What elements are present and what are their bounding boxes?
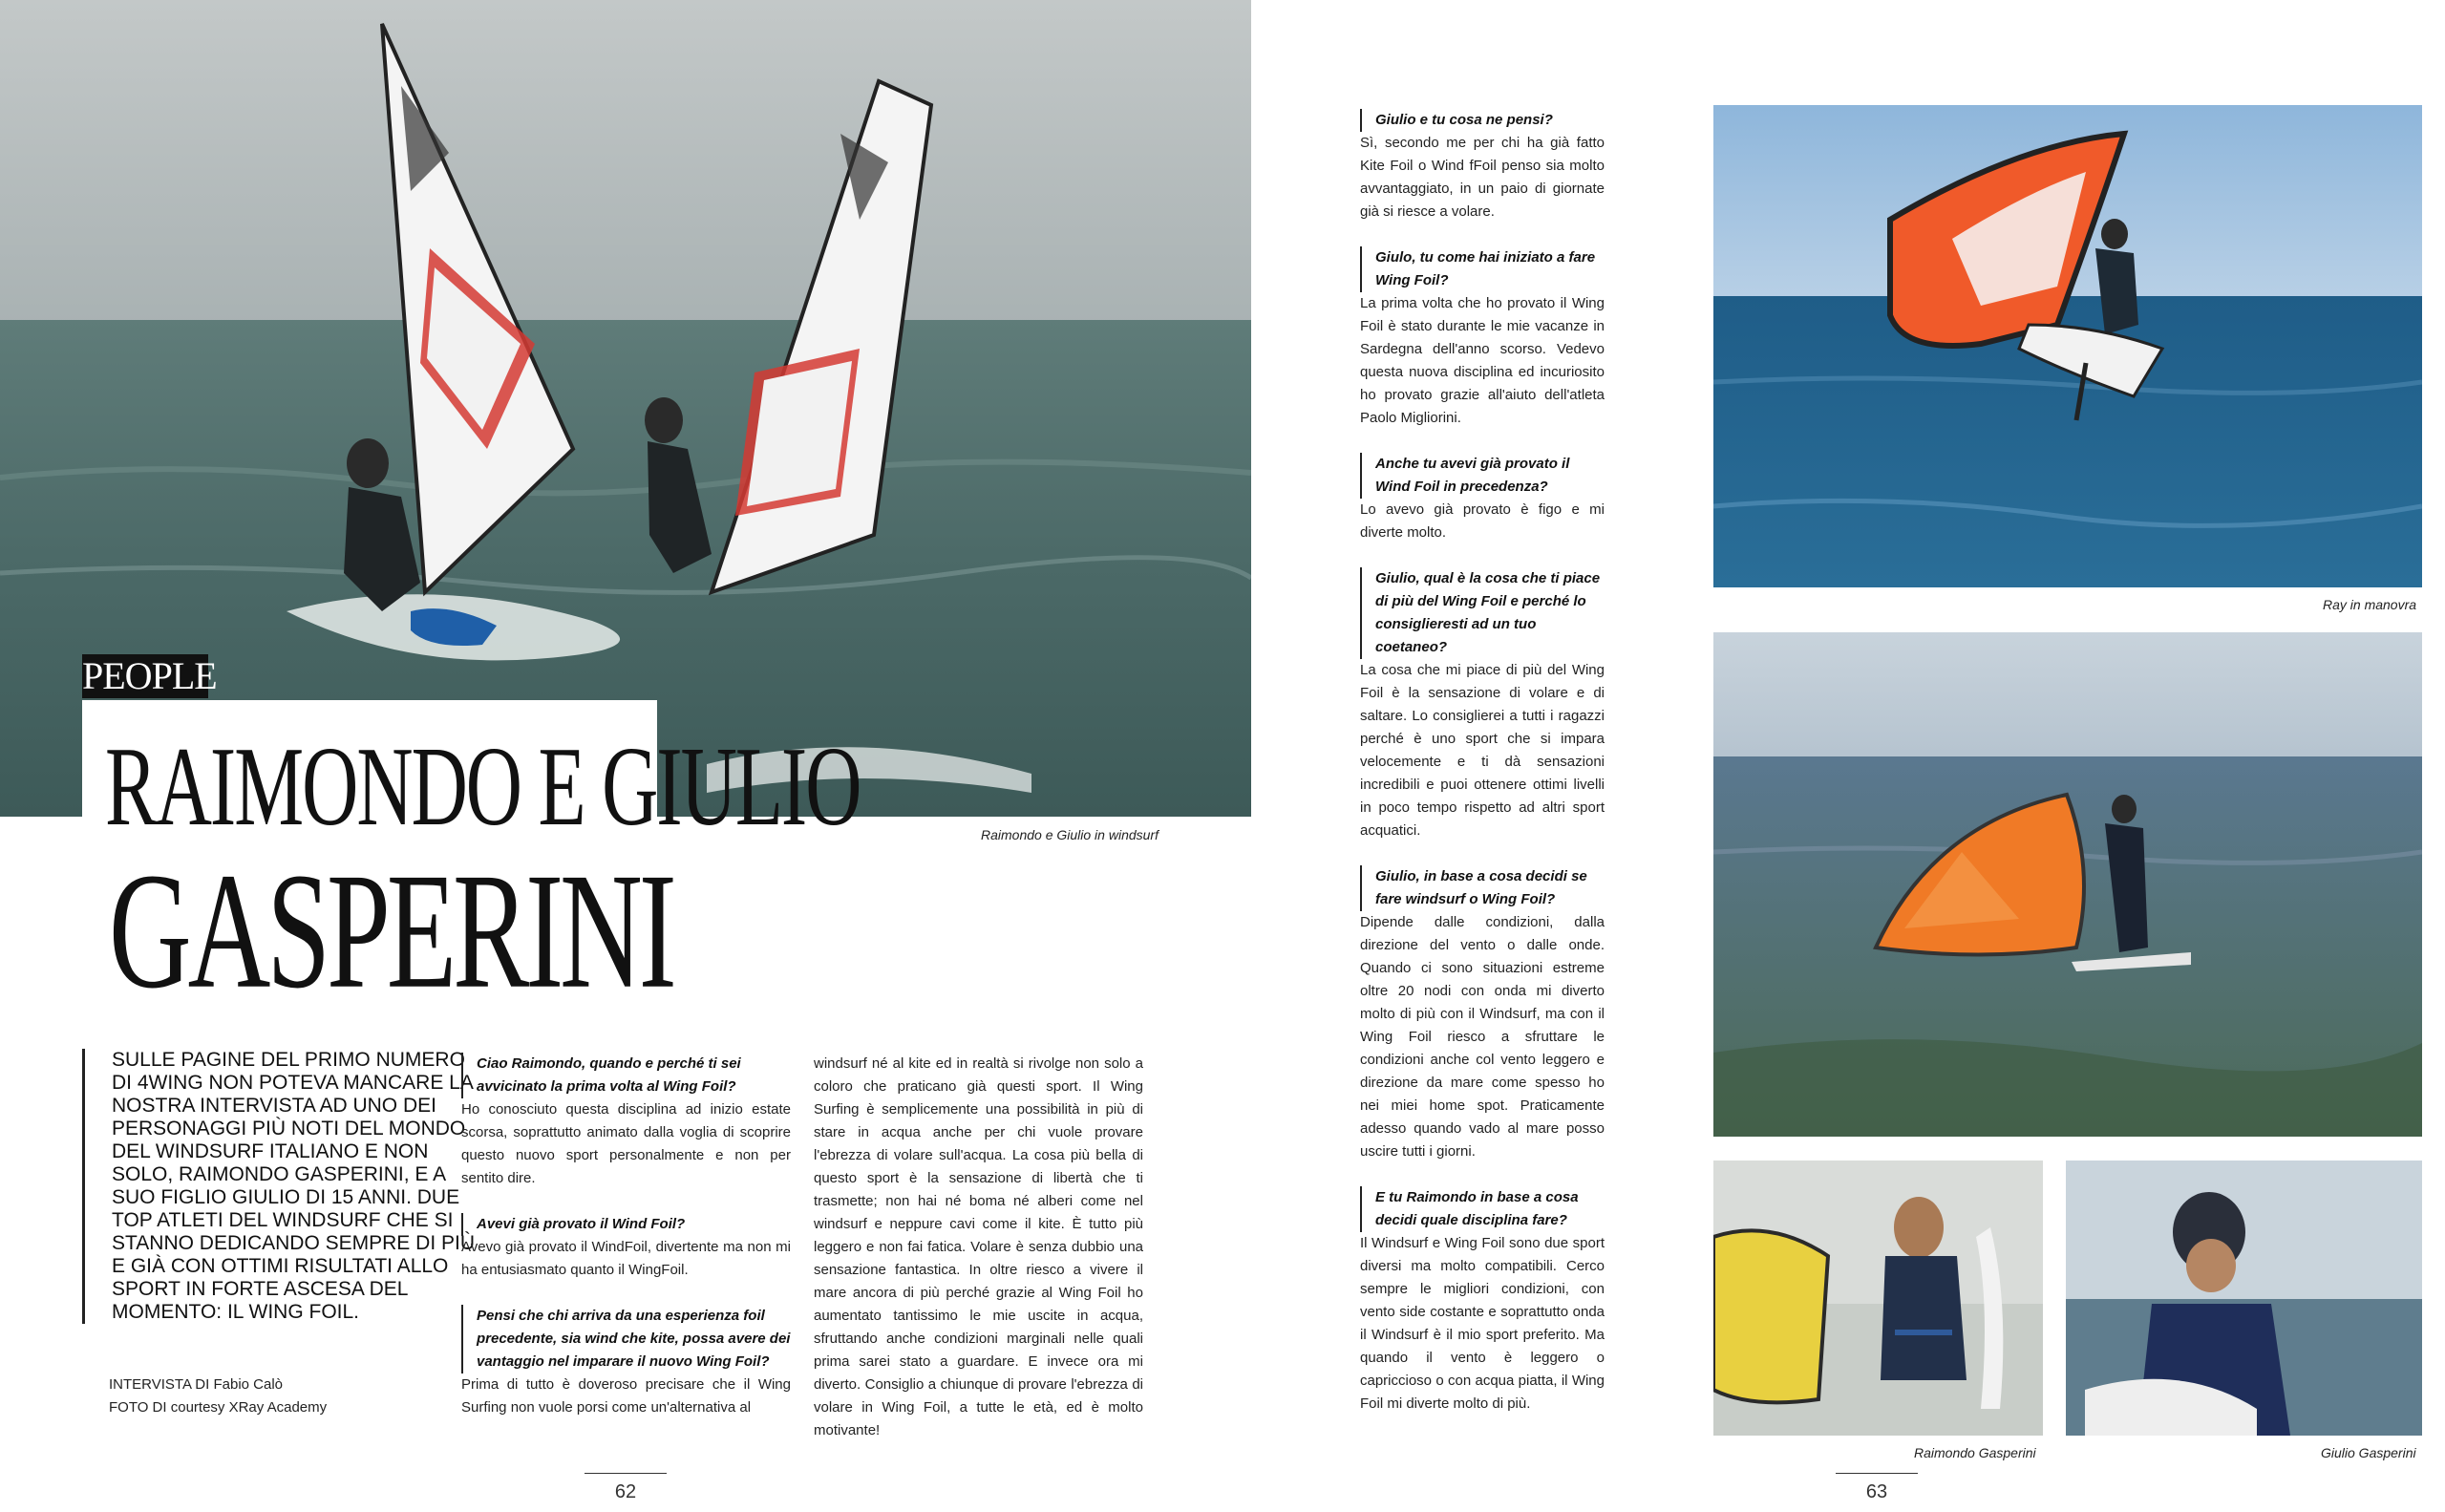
answer: Il Windsurf e Wing Foil sono due sport diversi ma molto compatibili. Cerco sempre le migliori condizioni, con vento side costante e soprattutto onda il Windsurf è il mio sport preferito. Ma quando il vento è leggero o capriccioso o con acqua piatta, il Wing Foil mi diverte molto di più. [1360, 1235, 1605, 1412]
question: E tu Raimondo in base a cosa decidi quale disciplina fare? [1360, 1186, 1605, 1232]
answer: Dipende dalle condizioni, dalla direzione del vento o dalle onde. Quando ci sono situazioni estreme oltre 20 nodi con onda mi diverto molto di più con il Windsurf, ma con il Wing Foil riesco a sfruttare le condizioni anche col vento leggero e direzione da mare come spesso ho nei miei home spot. Praticamente adesso quando vado al mare posso uscire tutti i giorni. [1360, 914, 1605, 1160]
page-number-left [585, 1473, 667, 1503]
question: Giulio, qual è la cosa che ti piace di più del Wing Foil e perché lo consiglieresti ad un tuo coetaneo? [1360, 567, 1605, 659]
answer: Avevo già provato il WindFoil, divertente ma non mi ha entusiasmato quanto il WingFoil. [461, 1239, 791, 1278]
wing-foil-ride-photo [1713, 632, 2422, 1137]
section-label: PEOPLE [82, 654, 217, 697]
credit-photo: FOTO DI courtesy XRay Academy [109, 1399, 328, 1416]
question: Avevi già provato il Wind Foil? [461, 1213, 791, 1236]
question: Giulio e tu cosa ne pensi? [1360, 109, 1605, 132]
question: Pensi che chi arriva da una esperienza foil precedente, sia wind che kite, possa avere dei vantaggio nel imparare il nuovo Wing Foil? [461, 1305, 791, 1374]
answer: Ho conosciuto questa disciplina ad inizio estate scorsa, soprattutto animato dalla voglia di scoprire questo nuovo sport personalmente e non per sentito dire. [461, 1101, 791, 1186]
article-title-line2: GASPERINI [109, 838, 673, 1023]
answer: La prima volta che ho provato il Wing Foil è stato durante le mie vacanze in Sardegna dell'anno scorso. Vedevo questa nuova disciplina ed incuriosito ho provato grazie all'aiuto dell'atleta Paolo Migliorini. [1360, 295, 1605, 426]
answer: Lo avevo già provato è figo e mi diverte molto. [1360, 501, 1605, 541]
lead-paragraph: SULLE PAGINE DEL PRIMO NUMERO DI 4WING NON POTEVA MANCARE LA NOSTRA INTERVISTA AD UNO DEI PERSONAGGI PIÙ NOTI DEL MONDO DEL WINDSURF ITALIANO E NON SOLO, RAIMONDO GASPERINI, E A SUO FIGLIO GIULIO DI 15 ANNI. DUE TOP ATLETI DEL WINDSURF CHE SI STANNO DEDICANDO SEMPRE DI PIÙ E GIÀ CON OTTIMI RISULTATI ALLO SPORT IN FORTE ASCESA DEL MOMENTO: IL WING FOIL. [82, 1049, 489, 1324]
answer: La cosa che mi piace di più del Wing Foil è la sensazione di volare e di saltare. Lo consiglierei a tutti i ragazzi perché è uno sport che si impara velocemente e ti dà sensazioni incredibili e puoi ottenere ottimi livelli in poco tempo rispetto ad altri sport acquatici. [1360, 662, 1605, 839]
credit-interview: INTERVISTA DI Fabio Calò [109, 1376, 284, 1393]
answer: Sì, secondo me per chi ha già fatto Kite Foil o Wind fFoil penso sia molto avvantaggiato, in un paio di giornate già si riesce a volare. [1360, 135, 1605, 220]
article-title-line1: RAIMONDO E GIULIO [105, 723, 861, 849]
interview-column-1 [461, 1053, 791, 1442]
photo-caption-windsurf: Raimondo e Giulio in windsurf [981, 827, 1159, 842]
photo-caption-bottom-right: Giulio Gasperini [2321, 1445, 2416, 1460]
photo-caption-top: Ray in manovra [2323, 597, 2417, 612]
question: Giulio, in base a cosa decidi se fare windsurf o Wing Foil? [1360, 865, 1605, 911]
page-number-63: 63 [1865, 1481, 1888, 1502]
question: Ciao Raimondo, quando e perché ti sei avvicinato la prima volta al Wing Foil? [461, 1053, 791, 1098]
raimondo-portrait-photo [1713, 1161, 2043, 1436]
body-text: windsurf né al kite ed in realtà si rivolge non solo a coloro che praticano già questi sport. Il Wing Surfing è semplicemente una possibilità in più di stare in acqua anche per chi vuole provare l'ebrezza di volare sull'acqua. La cosa più bella di questo sport è la sensazione di libertà che ti trasmette; non hai né boma né alberi come nel windsurf e neppure cavi come il kite. È tutto più leggero e non fai fatica. Volare è senza dubbio una sensazione fantastica. In oltre riesco a vivere il mare ancora di più perché grazie al Wing Foil ho aumentato tantissimo le mie uscite in acqua, sfruttando anche condizioni marginali nelle quali prima sarei stato a guardare. E invece ora mi diverto. Consiglio a chiunque di provare l'ebrezza di volare in Wing Foil, a tutte le età, ed è molto motivante! [814, 1055, 1143, 1438]
credits [109, 1374, 327, 1419]
page-number-right [1836, 1473, 1918, 1503]
page-number-62: 62 [614, 1481, 637, 1502]
photo-caption-bottom-left: Raimondo Gasperini [1914, 1445, 2036, 1460]
interview-column-2 [814, 1053, 1143, 1442]
answer: Prima di tutto è doveroso precisare che il Wing Surfing non vuole porsi come un'alternativa al [461, 1376, 791, 1416]
interview-column-3 [1360, 109, 1605, 1438]
question: Anche tu avevi già provato il Wind Foil in precedenza? [1360, 453, 1605, 499]
giulio-portrait-photo [2066, 1161, 2422, 1436]
question: Giulo, tu come hai iniziato a fare Wing Foil? [1360, 246, 1605, 292]
wing-foil-jump-photo [1713, 105, 2422, 587]
